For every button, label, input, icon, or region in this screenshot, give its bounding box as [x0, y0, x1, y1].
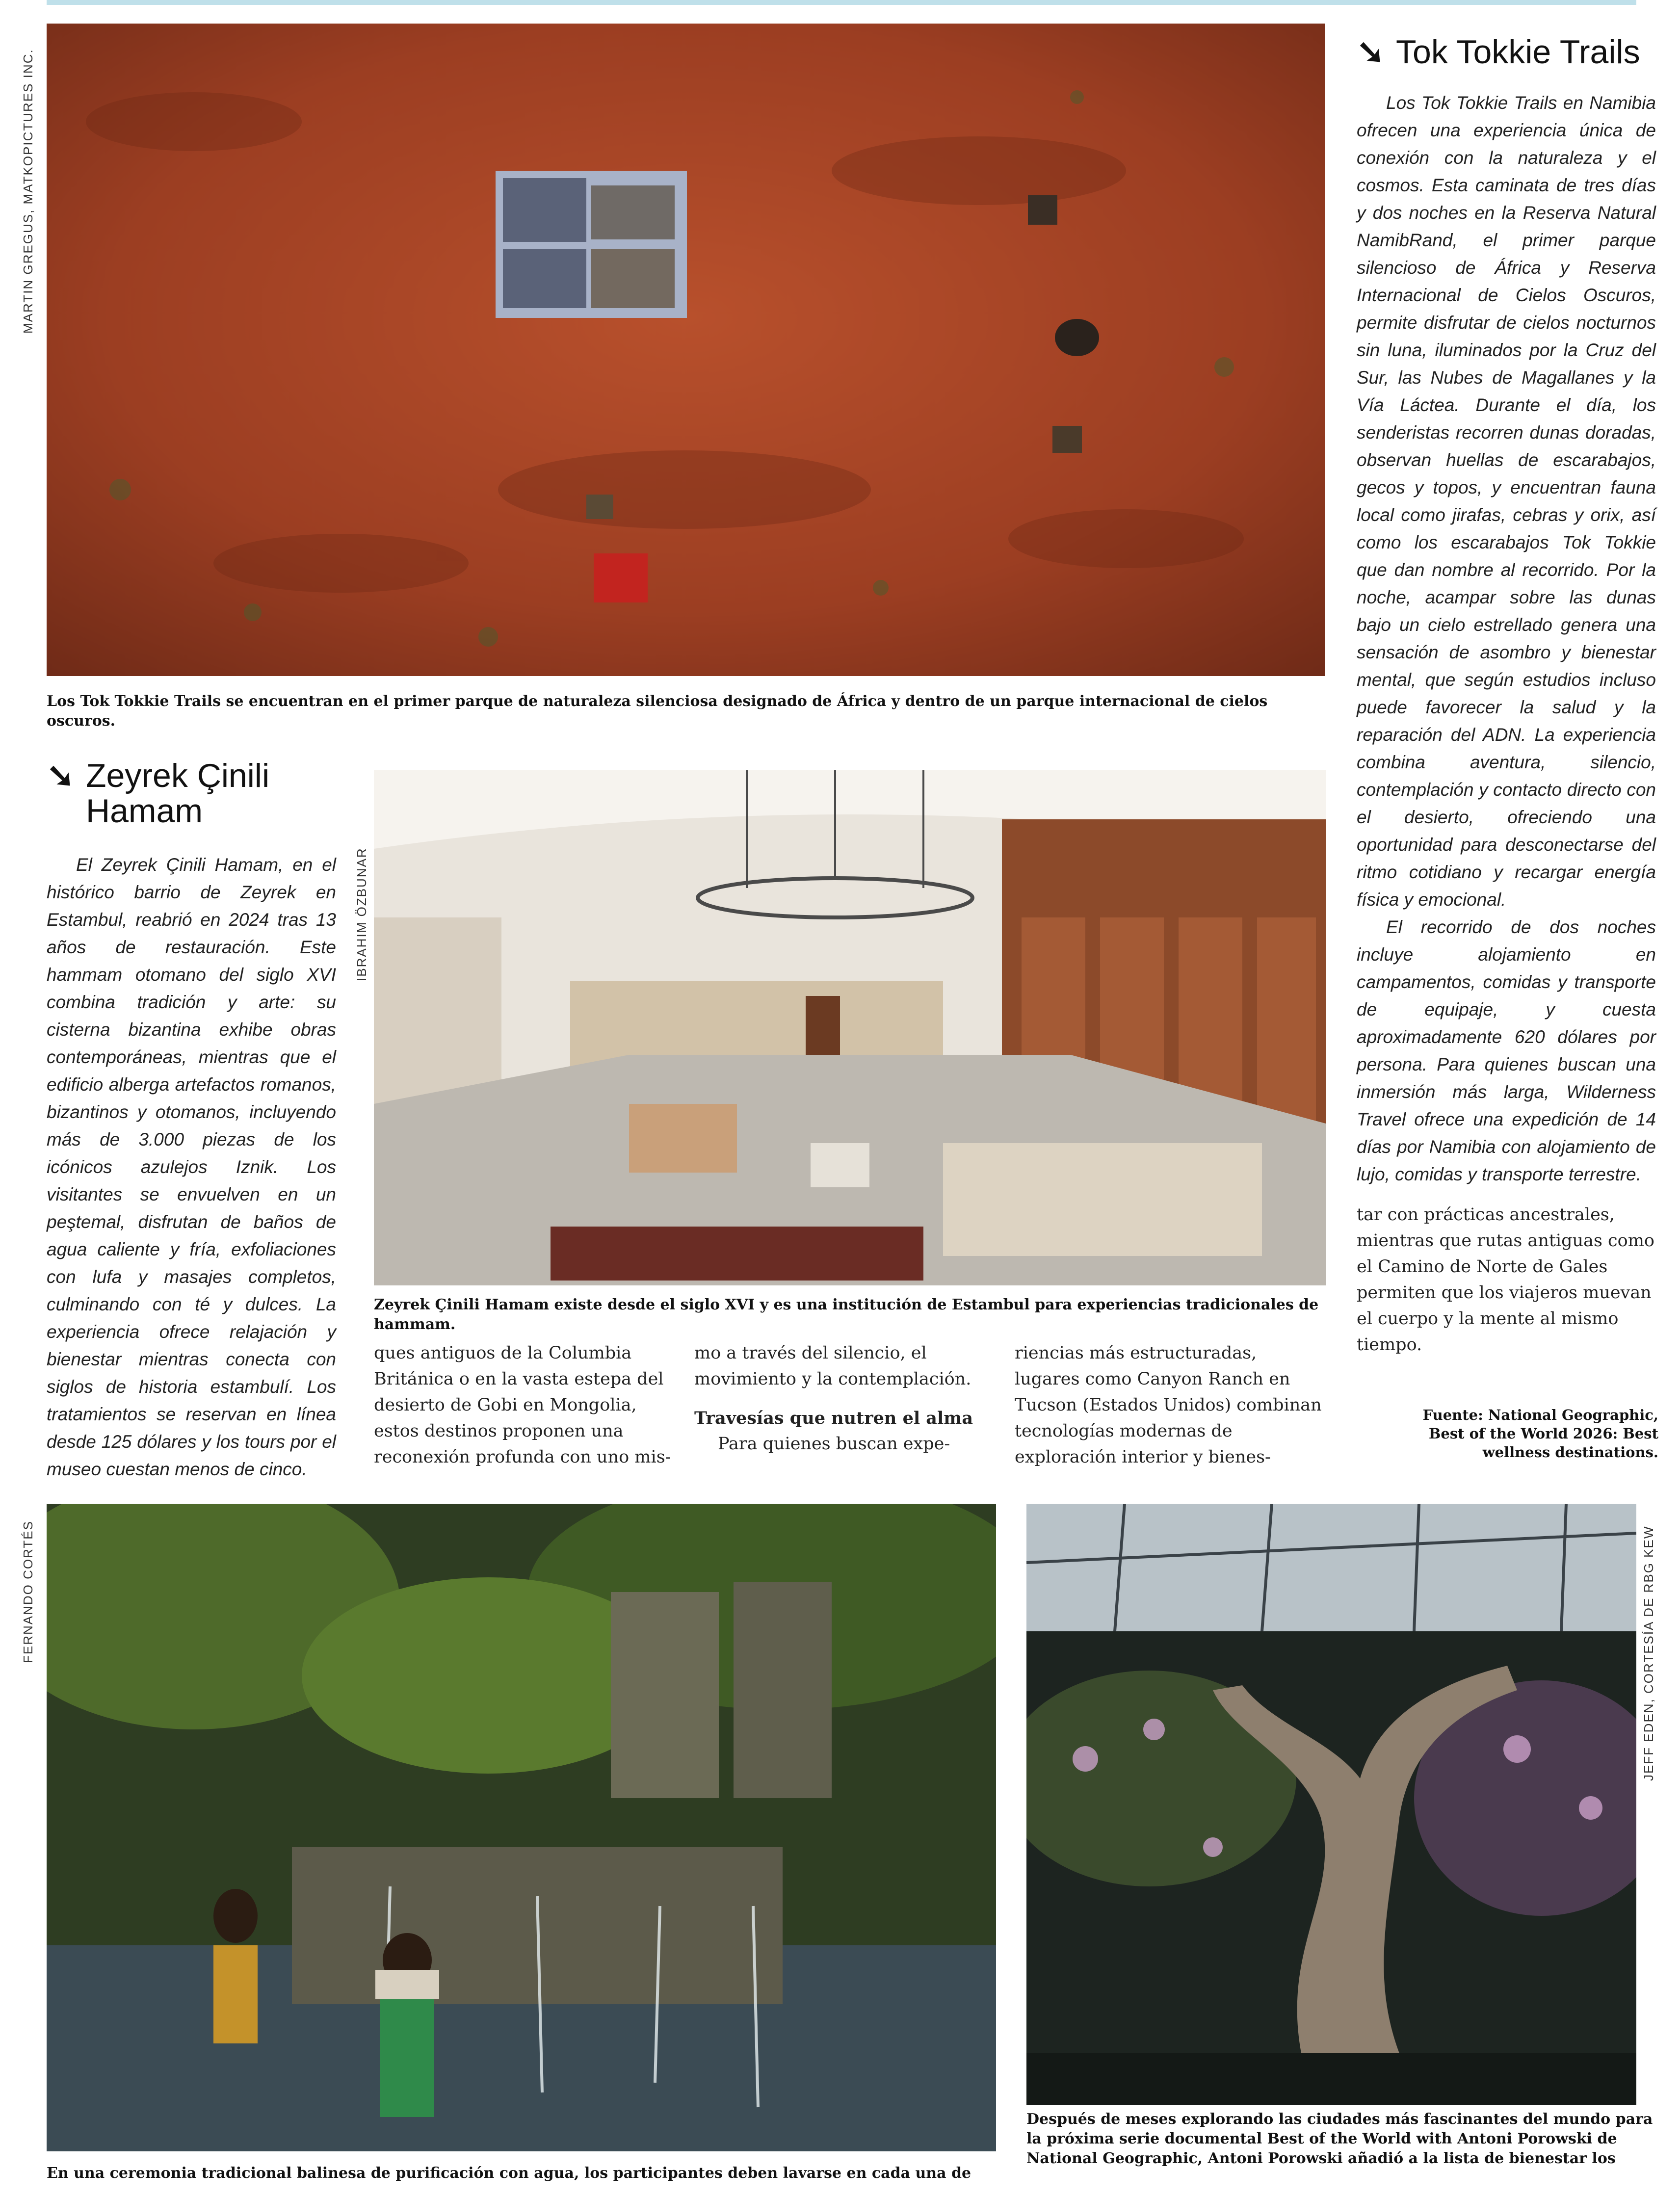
main-col3-text: riencias más estructuradas, lugares como Canyon Ranch en Tucson (Estados Unidos) combinan tecnologías modernas de exploración interior y bienes-: [1015, 1343, 1322, 1467]
caption-kew: Después de meses explorando las ciudades más fascinantes del mundo para la próxima serie documental Best of the World with Antoni Porowski de National Geographic, Antoni Porowski añadió a la lista de bienestar los: [1026, 2111, 1653, 2167]
heading-tok-text: Tok Tokkie Trails: [1396, 33, 1640, 71]
main-column-3: [1015, 1340, 1324, 1470]
photo-kew-orchids: [1026, 1504, 1636, 2105]
photo-credit-tok: MARTIN GREGUS, MATKOPICTURES INC.: [21, 49, 35, 334]
zeyrek-paragraph-1: El Zeyrek Çinili Hamam, en el histórico barrio de Zeyrek en Estambul, reabrió en 2024 tras 13 años de restauración. Este hammam otomano del siglo XVI combina tradición y arte: su cisterna bizantina exhibe obras contemporáneas, mientras que el edificio alberga artefactos romanos, bizantinos y otomanos, incluyendo más de 3.000 piezas de los icónicos azulejos Iznik. Los visitantes se envuelven en un peştemal, disfrutan de baños de agua caliente y fría, exfoliaciones con lufa y masajes completos, culminando con té y dulces. La experiencia ofrece relajación y bienestar mientras conecta con siglos de historia estambulí. Los tratamientos se reservan en línea desde 125 dólares y los tours por el museo cuestan menos de cinco.: [47, 855, 336, 1479]
top-rule: [47, 0, 1636, 5]
heading-zeyrek-line1: Zeyrek Çinili: [86, 757, 270, 794]
photo-tok-tokkie: [47, 24, 1325, 676]
photo-bali-ceremony: [47, 1504, 996, 2151]
main-col2-after: Para quienes buscan expe-: [718, 1434, 950, 1454]
main-col2-text: mo a través del silencio, el movimiento y la contemplación.: [694, 1343, 971, 1389]
caption-bali: En una ceremonia tradicional balinesa de purificación con agua, los participantes deben lavarse en cada una de: [47, 2165, 971, 2182]
arrow-icon: ➘: [47, 757, 75, 794]
main-col4-text: tar con prácticas ancestrales, mientras que rutas antiguas como el Camino de Norte de Gales permiten que los viajeros muevan el cuerpo y la mente al mismo tiempo.: [1357, 1205, 1654, 1355]
main-col1-text: ques antiguos de la Columbia Británica o en la vasta estepa del desierto de Gobi en Mongolia, estos destinos proponen una reconexión profunda con uno mis-: [374, 1343, 671, 1467]
main-column-1: [374, 1340, 678, 1470]
caption-tok: Los Tok Tokkie Trails se encuentran en el primer parque de naturaleza silenciosa designado de África y dentro de un parque internacional de cielos oscuros.: [47, 693, 1268, 730]
photo-credit-bali: FERNANDO CORTÉS: [21, 1520, 35, 1663]
tok-paragraph-2: El recorrido de dos noches incluye alojamiento en campamentos, comidas y transporte de equipaje, y cuesta aproximadamente 620 dólares por persona. Para quienes buscan una inmersión más larga, Wilderness Travel ofrece una expedición de 14 días por Namibia con alojamiento de lujo, comidas y transporte terrestre.: [1357, 917, 1656, 1184]
photo-zeyrek-hamam: [374, 770, 1326, 1285]
caption-hamam: Zeyrek Çinili Hamam existe desde el siglo XVI y es una institución de Estambul para experiencias tradicionales de hammam.: [374, 1296, 1319, 1333]
tok-paragraph-1: Los Tok Tokkie Trails en Namibia ofrecen una experiencia única de conexión con la naturaleza y el cosmos. Esta caminata de tres días y dos noches en la Reserva Natural NamibRand, el primer parque silencioso de África y Reserva Internacional de Cielos Oscuros, permite disfrutar de cielos nocturnos sin luna, iluminados por la Cruz del Sur, las Nubes de Magallanes y la Vía Láctea. Durante el día, los senderistas recorren dunas doradas, observan huellas de escarabajos, gecos y topos, y encuentran fauna local como jirafas, cebras y orix, así como los escarabajos Tok Tokkie que dan nombre al recorrido. Por la noche, acampar sobre las dunas bajo un cielo estrellado genera una sensación de asombro y bienestar mental, que según estudios incluso puede favorecer la salud y la reparación del ADN. La experiencia combina aventura, silencio, contemplación y contacto directo con el desierto, ofreciendo una oportunidad para desconectarse del ritmo cotidiano y recargar energía física y emocional.: [1357, 93, 1656, 910]
heading-zeyrek: [47, 758, 351, 829]
heading-tok-tokkie: [1357, 34, 1661, 70]
main-column-4: [1357, 1202, 1656, 1358]
photo-credit-hamam: IBRAHIM ÖZBUNAR: [354, 847, 369, 981]
article-tok-tokkie: [1357, 89, 1656, 1188]
article-zeyrek: [47, 851, 336, 1483]
photo-credit-kew: JEFF EDEN, CORTESÍA DE RBG KEW: [1641, 1525, 1656, 1781]
heading-zeyrek-line2: Hamam: [86, 792, 203, 830]
source-note: Fuente: National Geographic, Best of the World 2026: Best wellness destinations.: [1422, 1407, 1658, 1461]
subhead-travesias: Travesías que nutren el alma: [694, 1408, 973, 1428]
arrow-icon: ➘: [1357, 33, 1385, 71]
main-column-2: [694, 1340, 998, 1457]
